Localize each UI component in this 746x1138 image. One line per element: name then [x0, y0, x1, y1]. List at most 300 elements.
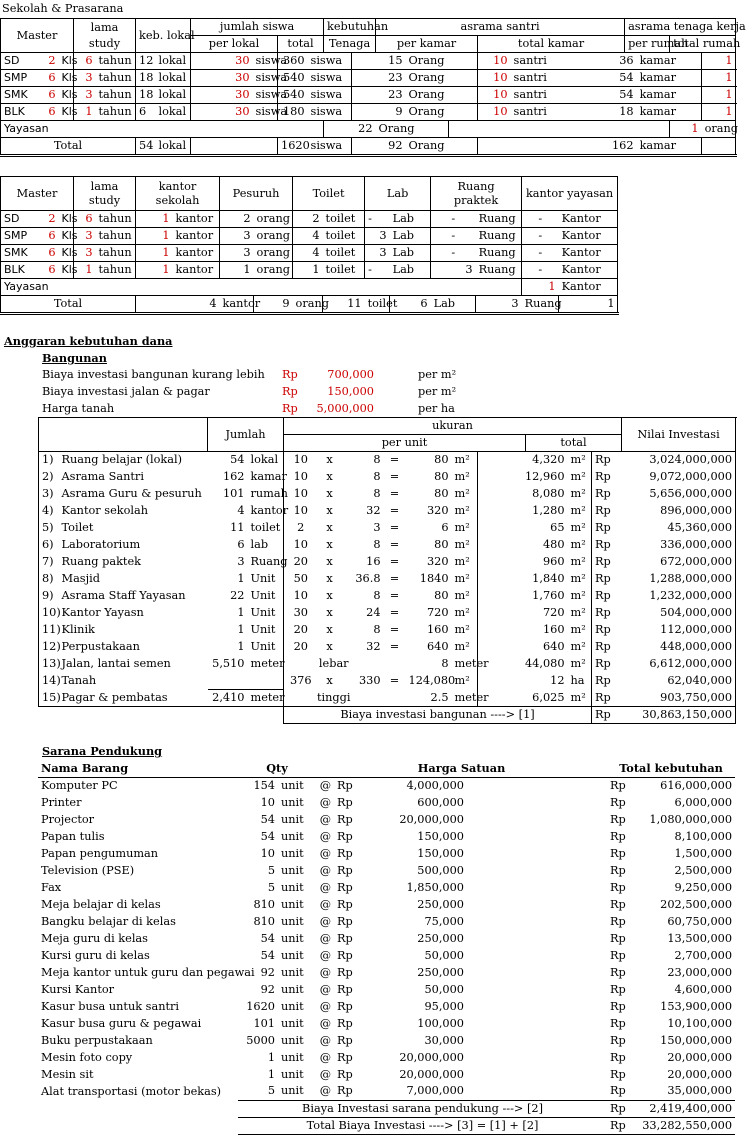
table-row — [1, 53, 736, 70]
t2-total-ruang-unit: Ruang — [522, 296, 559, 314]
t3-jumlah-unit: Ruang — [250, 555, 288, 568]
t3-per-unit: 160 — [426, 623, 449, 636]
t1-kls-unit: Kls — [59, 104, 74, 121]
t3-jumlah: 1 — [237, 606, 245, 619]
t2-kantor-unit: kantor — [173, 211, 220, 228]
t4-currency: Rp — [337, 795, 353, 809]
t3-dim-a: 2 — [284, 520, 318, 537]
t1-lama-unit: tahun — [96, 87, 136, 104]
t1-total-siswa-unit: siswa — [308, 53, 352, 70]
table-row — [39, 503, 736, 520]
t1-total-siswa: 1620 — [278, 138, 308, 156]
t3-nilai: 62,040,000 — [622, 673, 736, 690]
table-row-pagar — [39, 690, 736, 707]
t3-total: 480 — [478, 537, 568, 554]
t2-kantor-yayasan: - — [522, 211, 559, 228]
t3-currency: Rp — [592, 486, 622, 503]
t1-total-kamar-unit: kamar — [637, 87, 702, 104]
t3-nilai: 9,072,000,000 — [622, 469, 736, 486]
biaya-label: Biaya investasi bangunan kurang lebih — [42, 368, 265, 381]
t4-empty — [467, 1049, 607, 1066]
biaya-unit: per m² — [418, 368, 457, 381]
t3-nilai: 5,656,000,000 — [622, 486, 736, 503]
biaya-value: 5,000,000 — [316, 402, 374, 415]
table-row — [38, 964, 735, 981]
t3-times: x — [326, 606, 333, 619]
t2-kantor-yayasan-unit: Kantor — [559, 262, 618, 279]
t4-harga: 100,000 — [417, 1016, 464, 1030]
table-row — [39, 605, 736, 622]
t4-currency: Rp — [337, 846, 353, 860]
t4-header-row — [38, 760, 735, 777]
t1-per-kamar-unit: santri — [511, 70, 581, 87]
t4-qty: 154 — [253, 778, 275, 792]
t2-total-label: Total — [1, 296, 136, 314]
t2-total-lab: 6 — [390, 296, 431, 314]
t3-per-unit: 2.5 — [384, 690, 452, 707]
t4-currency: Rp — [337, 931, 353, 945]
t1-per-kamar-unit: santri — [511, 53, 581, 70]
t4-qty-unit: unit — [281, 846, 304, 860]
t2-pesuruh-unit: orang — [254, 228, 293, 245]
t4-empty — [38, 1100, 238, 1117]
t4-harga: 150,000 — [417, 846, 464, 860]
t4-total: 20,000,000 — [667, 1067, 733, 1081]
t3-nilai: 896,000,000 — [622, 503, 736, 520]
t3-jumlah: 6 — [237, 538, 245, 551]
t1-total-siswa: 360 — [278, 53, 308, 70]
t4-total: 20,000,000 — [667, 1050, 733, 1064]
t2-h-lama: lama study — [74, 177, 136, 211]
t2-toilet: 4 — [293, 228, 323, 245]
t4-total-currency: Rp — [610, 965, 626, 979]
t3-nilai: 672,000,000 — [622, 554, 736, 571]
t3-total-unit: m² — [570, 606, 586, 619]
t4-at: @ — [319, 795, 331, 809]
t4-item-name: Kasur busa untuk santri — [41, 999, 180, 1013]
t3-jumlah: 1 — [237, 623, 245, 636]
t1-per-kamar-unit: santri — [511, 87, 581, 104]
t1-level: SMP — [1, 70, 35, 87]
t3-total-unit: m² — [570, 504, 586, 517]
t3-currency: Rp — [592, 469, 622, 486]
t4-total: 35,000,000 — [667, 1084, 733, 1098]
t2-toilet: 1 — [293, 262, 323, 279]
t3-h-jumlah: Jumlah — [208, 418, 284, 452]
t4-item-name: Fax — [41, 880, 62, 894]
t4-at: @ — [319, 1050, 331, 1064]
section-title-bangunan: Bangunan — [42, 351, 107, 365]
biaya-currency: Rp — [282, 368, 298, 381]
t4-total: 13,500,000 — [667, 931, 733, 945]
table-row — [38, 998, 735, 1015]
t3-jumlah: 11 — [230, 521, 245, 534]
t4-at: @ — [319, 931, 331, 945]
table-row-yayasan — [1, 279, 618, 296]
t1-lama: 3 — [74, 87, 96, 104]
t2-lama: 1 — [74, 262, 96, 279]
t4-at: @ — [319, 829, 331, 843]
t4-at: @ — [319, 982, 331, 996]
t2-empty — [136, 262, 156, 279]
t2-total-ruang: 3 — [476, 296, 522, 314]
biaya-currency: Rp — [282, 402, 298, 415]
t3-per-unit-unit: m² — [454, 470, 470, 483]
t4-grand-currency: Rp — [607, 1117, 635, 1134]
t3-item-name: Perpustakaan — [61, 640, 140, 653]
t2-ruang: 3 — [431, 262, 476, 279]
t4-at: @ — [319, 897, 331, 911]
t1-lama: 6 — [74, 53, 96, 70]
t2-lama-unit: tahun — [96, 262, 136, 279]
table-row — [38, 777, 735, 794]
t4-empty — [467, 947, 607, 964]
t3-per-unit: 80 — [434, 538, 449, 551]
t4-harga: 95,000 — [424, 999, 464, 1013]
t2-kantor-yayasan: - — [522, 245, 559, 262]
t4-currency: Rp — [337, 982, 353, 996]
t1-h-tenaga: Tenaga — [324, 36, 376, 53]
t4-total-currency: Rp — [610, 999, 626, 1013]
t4-at: @ — [319, 914, 331, 928]
t3-per-unit-unit: m² — [454, 521, 470, 534]
table-row — [38, 845, 735, 862]
t2-total-lab-unit: Lab — [431, 296, 476, 314]
t3-times: x — [326, 521, 333, 534]
t1-lama-unit: tahun — [96, 104, 136, 121]
t4-item-name: Meja belajar di kelas — [41, 897, 161, 911]
t3-dim-a: 50 — [284, 571, 318, 588]
table-row — [38, 981, 735, 998]
t4-qty-unit: unit — [281, 829, 304, 843]
t4-empty — [467, 1015, 607, 1032]
t3-currency: Rp — [592, 673, 622, 690]
t3-dim-b: 32 — [366, 640, 381, 653]
t3-jumlah: 3 — [237, 555, 245, 568]
t2-h-lab: Lab — [365, 177, 431, 211]
t3-per-unit: 124,080 — [408, 674, 456, 687]
t4-item-name: Printer — [41, 795, 82, 809]
t4-currency: Rp — [337, 812, 353, 826]
table-row — [39, 639, 736, 656]
t4-qty-unit: unit — [281, 1084, 304, 1098]
t2-kantor-unit: kantor — [173, 228, 220, 245]
t2-total-pesuruh: 9 — [254, 296, 293, 314]
t4-harga: 50,000 — [424, 982, 464, 996]
t3-dim-b: 8 — [373, 470, 381, 483]
t4-total: 1,080,000,000 — [649, 812, 733, 826]
t3-equals: = — [389, 453, 400, 467]
t3-dim-b: 16 — [366, 555, 381, 568]
t4-empty — [467, 913, 607, 930]
t4-harga: 1,850,000 — [406, 880, 464, 894]
t4-currency: Rp — [337, 863, 353, 877]
t4-at: @ — [319, 880, 331, 894]
t3-jumlah-unit: meter — [248, 690, 284, 707]
t3-dim-b: 3 — [373, 521, 381, 534]
t2-kantor: 1 — [156, 245, 173, 262]
t3-item-name: Asrama Staff Yayasan — [61, 589, 186, 602]
t4-total-currency: Rp — [610, 1084, 626, 1098]
t2-kls: 6 — [35, 228, 59, 245]
t4-empty — [467, 879, 607, 896]
t4-qty: 5 — [267, 880, 275, 894]
t3-times: x — [326, 538, 333, 551]
t4-qty: 92 — [260, 965, 275, 979]
t3-total: 44,080 — [478, 656, 568, 673]
t1-h-total: total — [278, 36, 324, 53]
t4-qty-unit: unit — [281, 965, 304, 979]
t4-item-name: Television (PSE) — [41, 863, 135, 877]
biaya-value: 700,000 — [327, 368, 374, 381]
t3-dim-a: 10 — [284, 486, 318, 503]
t3-jumlah: 101 — [222, 487, 245, 500]
t4-total: 23,000,000 — [667, 965, 733, 979]
t1-lokal-unit: lokal — [156, 53, 191, 70]
t3-jumlah: 1 — [237, 572, 245, 585]
t2-empty — [136, 296, 173, 314]
t3-per-unit: 80 — [434, 487, 449, 500]
t1-per-rumah: 1 — [702, 87, 736, 104]
t2-pesuruh: 3 — [220, 228, 254, 245]
t4-subtotal-value: 2,419,400,000 — [635, 1100, 735, 1117]
t4-total-currency: Rp — [610, 778, 626, 792]
t2-toilet: 4 — [293, 245, 323, 262]
table-row — [39, 588, 736, 605]
t3-no: 3) — [39, 486, 59, 503]
t4-qty: 1620 — [246, 999, 275, 1013]
t3-nilai: 112,000,000 — [622, 622, 736, 639]
section-title-sekolah: Sekolah & Prasarana — [2, 2, 124, 15]
t1-tenaga-unit: Orang — [406, 53, 478, 70]
t1-tenaga-unit: Orang — [406, 70, 478, 87]
t3-currency: Rp — [592, 537, 622, 554]
t2-kls-unit: Kls — [59, 228, 74, 245]
t3-no: 13) — [39, 656, 59, 673]
t1-per-rumah: 1 — [702, 104, 736, 121]
t3-item-name: Toilet — [61, 521, 94, 534]
t4-qty: 92 — [260, 982, 275, 996]
t4-subtotal-currency: Rp — [607, 1100, 635, 1117]
t3-times: x — [326, 555, 333, 568]
table-row-tanah — [39, 673, 736, 690]
t1-empty — [449, 121, 670, 138]
t4-harga: 600,000 — [417, 795, 464, 809]
t2-total-toilet-unit: toilet — [365, 296, 390, 314]
t4-total: 8,100,000 — [674, 829, 733, 843]
t3-total: 960 — [478, 554, 568, 571]
t1-total-siswa-unit: siswa — [308, 138, 352, 156]
t3-times: x — [326, 589, 333, 602]
t3-item-name: Asrama Guru & pesuruh — [61, 487, 202, 500]
t3-dim-b: 8 — [373, 453, 381, 467]
t3-per-unit-unit: m² — [454, 623, 470, 636]
t4-item-name: Mesin sit — [41, 1067, 94, 1081]
t3-no: 1) — [39, 452, 59, 469]
t3-jumlah-unit: Unit — [250, 589, 276, 602]
table-row — [39, 622, 736, 639]
t1-lokal: 6 — [136, 104, 156, 121]
t4-empty — [467, 1066, 607, 1083]
t3-total-unit: m² — [570, 623, 586, 636]
t4-qty: 10 — [260, 795, 275, 809]
t2-h-pesuruh: Pesuruh — [220, 177, 293, 211]
t2-toilet-unit: toilet — [323, 228, 365, 245]
t4-empty — [467, 862, 607, 879]
t3-currency: Rp — [592, 588, 622, 605]
t2-lab-unit: Lab — [390, 211, 431, 228]
t1-yayasan-per-rumah: 1 — [670, 121, 702, 138]
t4-qty: 10 — [260, 846, 275, 860]
t3-total: 4,320 — [478, 452, 568, 469]
biaya-currency: Rp — [282, 385, 298, 398]
t2-pesuruh: 3 — [220, 245, 254, 262]
t3-jumlah-unit: Unit — [250, 606, 276, 619]
table-row — [39, 571, 736, 588]
t3-dim-b: 24 — [366, 606, 381, 619]
t2-level: SD — [1, 211, 35, 228]
t4-empty — [467, 828, 607, 845]
t2-kantor-yayasan: - — [522, 262, 559, 279]
t3-jumlah-unit: rumah — [250, 487, 288, 500]
t4-total-currency: Rp — [610, 829, 626, 843]
t3-jumlah-unit: meter — [250, 657, 285, 670]
table-row — [1, 87, 736, 104]
t4-total: 9,250,000 — [674, 880, 733, 894]
t4-qty-unit: unit — [281, 897, 304, 911]
t3-jumlah-unit: lab — [250, 538, 269, 551]
t3-nilai: 45,360,000 — [622, 520, 736, 537]
t4-item-name: Kursi Kantor — [41, 982, 115, 996]
t1-level: SD — [1, 53, 35, 70]
biaya-unit: per ha — [418, 402, 455, 415]
t1-per-lokal: 30 — [191, 104, 253, 121]
t4-empty — [467, 1083, 607, 1100]
t3-per-unit: 320 — [426, 504, 449, 517]
t2-ruang-unit: Ruang — [476, 262, 522, 279]
t4-empty — [467, 777, 607, 794]
t3-jumlah: 54 — [230, 453, 245, 467]
t3-nilai: 903,750,000 — [622, 690, 736, 707]
t2-total-pesuruh-unit: orang — [293, 296, 323, 314]
t1-lokal: 18 — [136, 70, 156, 87]
table-row — [38, 862, 735, 879]
t3-lebar-label: lebar — [284, 656, 384, 673]
t3-header-row1 — [39, 418, 736, 435]
t3-no: 15) — [39, 690, 59, 707]
t3-item-name: Jalan, lantai semen — [61, 657, 171, 670]
t2-kls-unit: Kls — [59, 262, 74, 279]
t3-per-unit: 80 — [434, 470, 449, 483]
t1-per-lokal-unit: siswa — [253, 53, 278, 70]
t2-h-toilet: Toilet — [293, 177, 365, 211]
t4-currency: Rp — [337, 897, 353, 911]
t3-dim-b: 8 — [373, 487, 381, 500]
t1-header-row1 — [1, 19, 736, 36]
t3-item-name: Tanah — [61, 673, 97, 687]
t1-total-tenaga: 92 — [352, 138, 406, 156]
t3-jumlah: 4 — [237, 504, 245, 517]
t4-total-currency: Rp — [610, 1050, 626, 1064]
t1-per-lokal-unit: siswa — [253, 70, 278, 87]
t2-lab: 3 — [365, 245, 390, 262]
t2-total-toilet: 11 — [323, 296, 365, 314]
table-row — [39, 452, 736, 469]
t3-h-ukuran: ukuran — [284, 418, 622, 435]
t1-h-totalkamar: total kamar — [478, 36, 625, 53]
t1-per-kamar: 10 — [478, 104, 511, 121]
table-row — [38, 1066, 735, 1083]
table-row-grand-total — [38, 1117, 735, 1134]
t4-qty: 810 — [253, 914, 275, 928]
t4-empty — [467, 998, 607, 1015]
t1-kls-unit: Kls — [59, 87, 74, 104]
t3-jumlah-unit: Unit — [250, 572, 276, 585]
table-row-yayasan — [1, 121, 736, 138]
t3-per-unit-unit: m² — [454, 572, 470, 585]
t1-per-lokal-unit: siswa — [253, 104, 278, 121]
t4-at: @ — [319, 812, 331, 826]
t3-times: x — [326, 623, 333, 636]
t4-qty: 1 — [267, 1067, 275, 1081]
t2-ruang-unit: Ruang — [476, 245, 522, 262]
t1-tenaga-unit: Orang — [406, 104, 478, 121]
t1-per-rumah: 1 — [702, 70, 736, 87]
t3-jumlah-unit: toilet — [250, 521, 281, 534]
t1-total-kamar-unit: kamar — [637, 104, 702, 121]
t3-item-name: Kantor Yayasn — [61, 606, 144, 619]
t4-total: 1,500,000 — [674, 846, 733, 860]
t3-dim-a: 10 — [284, 452, 318, 469]
t3-nilai: 1,232,000,000 — [622, 588, 736, 605]
t3-dim-b: 36.8 — [355, 572, 381, 585]
t3-per-unit-unit: m² — [454, 589, 470, 602]
table-row — [1, 104, 736, 121]
t3-total-unit: m² — [570, 572, 586, 585]
table-row — [38, 913, 735, 930]
t3-jumlah: 2,410 — [208, 690, 248, 707]
t3-per-unit-unit: m² — [454, 555, 470, 568]
t4-at: @ — [319, 846, 331, 860]
t1-h-totalrumah: total rumah — [670, 36, 736, 53]
t3-total: 1,840 — [478, 571, 568, 588]
t4-total-currency: Rp — [610, 1016, 626, 1030]
t3-total: 12,960 — [478, 469, 568, 486]
t4-total-currency: Rp — [610, 863, 626, 877]
table-row-total — [1, 138, 736, 156]
t4-currency: Rp — [337, 914, 353, 928]
t2-kantor: 1 — [156, 262, 173, 279]
t3-total-unit: m² — [570, 657, 586, 670]
table-bangunan — [38, 417, 736, 724]
t2-yayasan-kantor: 1 — [522, 279, 559, 296]
t4-at: @ — [319, 1067, 331, 1081]
t3-total: 12 — [478, 673, 568, 690]
t1-per-kamar-unit: santri — [511, 104, 581, 121]
t3-per-unit-unit: m² — [454, 606, 470, 619]
table-row — [38, 947, 735, 964]
t3-total-unit: m² — [570, 521, 586, 534]
t3-jumlah: 5,510 — [212, 657, 245, 670]
t4-currency: Rp — [337, 1067, 353, 1081]
t4-harga: 75,000 — [424, 914, 464, 928]
t2-ruang-unit: Ruang — [476, 211, 522, 228]
t4-harga: 30,000 — [424, 1033, 464, 1047]
t4-empty — [38, 1117, 238, 1134]
t3-dim-b: 32 — [366, 504, 381, 517]
t3-total-unit: m² — [570, 640, 586, 653]
t2-toilet: 2 — [293, 211, 323, 228]
